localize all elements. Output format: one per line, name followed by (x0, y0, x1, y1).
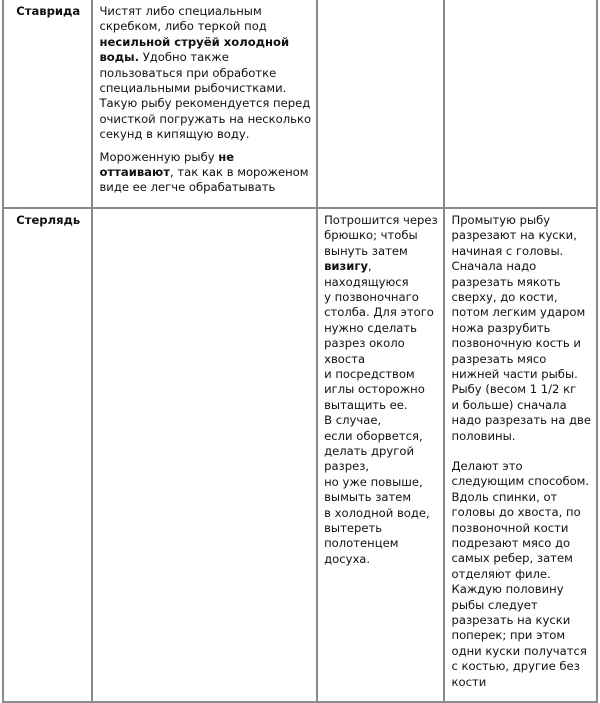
bold-text: несильной струёй холодной (99, 34, 290, 49)
text: Мороженную рыбу (99, 149, 219, 164)
text-line (451, 321, 591, 336)
text: и посредством (324, 366, 415, 381)
text: разрезать мякоть (451, 274, 561, 289)
paragraph (324, 213, 438, 567)
text-line (451, 644, 591, 659)
text: вынуть затем (324, 243, 408, 258)
text: вытащить ее. (324, 397, 408, 412)
text-line (451, 429, 591, 444)
text-line (451, 675, 591, 690)
table-cell (92, 0, 317, 208)
text: Такую рыбу рекомендуется перед (99, 96, 311, 111)
text-line (324, 444, 438, 459)
text-line (99, 180, 311, 195)
text: и больше) сначала (451, 397, 567, 412)
text-line (451, 598, 591, 613)
text-line (99, 150, 311, 165)
text-line (99, 50, 311, 65)
text-line (99, 127, 311, 142)
text-line (324, 413, 438, 428)
text-line (324, 429, 438, 444)
text: пользоваться при обработке (99, 65, 277, 80)
text-line (324, 506, 438, 521)
table-cell (92, 208, 317, 702)
text-line (324, 336, 438, 351)
text: , так как в мороженом (169, 165, 309, 180)
text-line (451, 490, 591, 505)
text: у позвоночнаго (324, 289, 419, 304)
paragraph (99, 4, 311, 143)
text: самых ребер, затем (451, 551, 573, 566)
text-line (451, 459, 591, 474)
text-line (324, 459, 438, 474)
text-line (451, 613, 591, 628)
text-line (324, 367, 438, 382)
text: головы до хвоста, по (451, 505, 581, 520)
text: Потрошится через (324, 212, 438, 227)
text: позвоночной кости (451, 520, 569, 535)
text: Сначала надо (451, 259, 537, 274)
text-line (451, 305, 591, 320)
text: если оборвется, (324, 428, 423, 443)
text: Вдоль спинки, от (451, 489, 558, 504)
text-line (451, 474, 591, 489)
text-line (324, 275, 438, 290)
text-line (451, 505, 591, 520)
bold-text: визигу (324, 259, 369, 274)
text: Удобно также (139, 50, 229, 65)
text: разрезают на куски, (451, 228, 577, 243)
table-row (3, 0, 597, 208)
text-line (99, 4, 311, 19)
text: В случае, (324, 413, 382, 428)
fish-name: Стерлядь (3, 208, 92, 702)
text: делать другой (324, 443, 414, 458)
text-line (451, 290, 591, 305)
fish-processing-table (2, 0, 598, 703)
text-line (451, 352, 591, 367)
text-line (324, 259, 438, 274)
text: рыбы следует (451, 597, 538, 612)
text-line (451, 213, 591, 228)
text-line (324, 398, 438, 413)
text: одни куски получатся (451, 643, 587, 658)
text: разрез, (324, 459, 370, 474)
text: сверху, до кости, (451, 289, 558, 304)
text-line (451, 259, 591, 274)
text: нижней части рыбы. (451, 366, 578, 381)
text: позвоночную кость и (451, 336, 581, 351)
text: очисткой погружать на несколько (99, 111, 312, 126)
text: иглы осторожно (324, 382, 425, 397)
text-line (99, 165, 311, 180)
text: кости (451, 674, 487, 689)
text-line (324, 552, 438, 567)
text-line (451, 382, 591, 397)
text: начиная с головы. (451, 243, 564, 258)
text-line (324, 305, 438, 320)
text: секунд в кипящую воду. (99, 127, 250, 142)
text: досуха. (324, 551, 371, 566)
text-line (324, 521, 438, 536)
text: вымыть затем (324, 490, 412, 505)
text-line (451, 413, 591, 428)
text-line (324, 352, 438, 367)
text-line (324, 290, 438, 305)
text-line (451, 275, 591, 290)
text-line (99, 66, 311, 81)
text: разрезать на куски (451, 613, 571, 628)
text: Делают это (451, 458, 523, 473)
text-line (451, 367, 591, 382)
text: с костью, другие без (451, 659, 580, 674)
text: потом легким ударом (451, 305, 586, 320)
text-line (99, 81, 311, 96)
text: виде ее легче обрабатывать (99, 180, 276, 195)
fish-name: Ставрида (3, 0, 92, 208)
text: отделяют филе. (451, 566, 551, 581)
bold-text: воды. (99, 50, 140, 65)
text: поперек; при этом (451, 628, 566, 643)
text-line (451, 398, 591, 413)
text-line (324, 321, 438, 336)
text-line (451, 228, 591, 243)
text-line (324, 382, 438, 397)
text-line (324, 228, 438, 243)
bold-text: не (218, 149, 235, 164)
bold-text: оттаивают (99, 165, 170, 180)
table-cell (317, 208, 444, 702)
text: следующим способом. (451, 474, 590, 489)
paragraph (451, 459, 591, 690)
text-line (324, 244, 438, 259)
table-cell (444, 0, 597, 208)
text-line (451, 628, 591, 643)
text: в холодной воде, (324, 505, 430, 520)
text: столба. Для этого (324, 305, 434, 320)
text: разрезать мясо (451, 351, 547, 366)
text: , (368, 259, 372, 274)
text-line (451, 536, 591, 551)
text: Чистят либо специальным (99, 4, 262, 18)
text-line (324, 536, 438, 551)
text: полотенцем (324, 536, 399, 551)
text: специальными рыбочистками. (99, 81, 287, 96)
text: находящуюся (324, 274, 409, 289)
text: Промытую рыбу (451, 212, 551, 227)
text: Каждую половину (451, 582, 564, 597)
table-cell (444, 208, 597, 702)
paragraph (99, 150, 311, 196)
text-line (451, 336, 591, 351)
text: надо разрезать на две (451, 413, 591, 428)
text-line (451, 567, 591, 582)
text: скребком, либо теркой под (99, 19, 267, 34)
text: разрез около (324, 336, 405, 351)
text: вытереть (324, 521, 383, 535)
text-line (99, 35, 311, 50)
table-cell (317, 0, 444, 208)
text: нужно сделать (324, 320, 417, 335)
text-line (99, 112, 311, 127)
text-line (451, 244, 591, 259)
text: но уже повыше, (324, 474, 423, 489)
text-line (324, 490, 438, 505)
text: Рыбу (весом 1 1/2 кг (451, 382, 577, 397)
text-line (99, 19, 311, 34)
text: брюшко; чтобы (324, 228, 418, 243)
text-line (324, 475, 438, 490)
text: ножа разрубить (451, 320, 551, 335)
text-line (451, 521, 591, 536)
text-line (451, 582, 591, 597)
text: подрезают мясо до (451, 536, 571, 550)
text-line (99, 96, 311, 111)
table-row (3, 208, 597, 702)
text: хвоста (324, 351, 366, 366)
text: половины. (451, 428, 516, 443)
paragraph (451, 213, 591, 444)
text-line (451, 551, 591, 566)
text-line (324, 213, 438, 228)
